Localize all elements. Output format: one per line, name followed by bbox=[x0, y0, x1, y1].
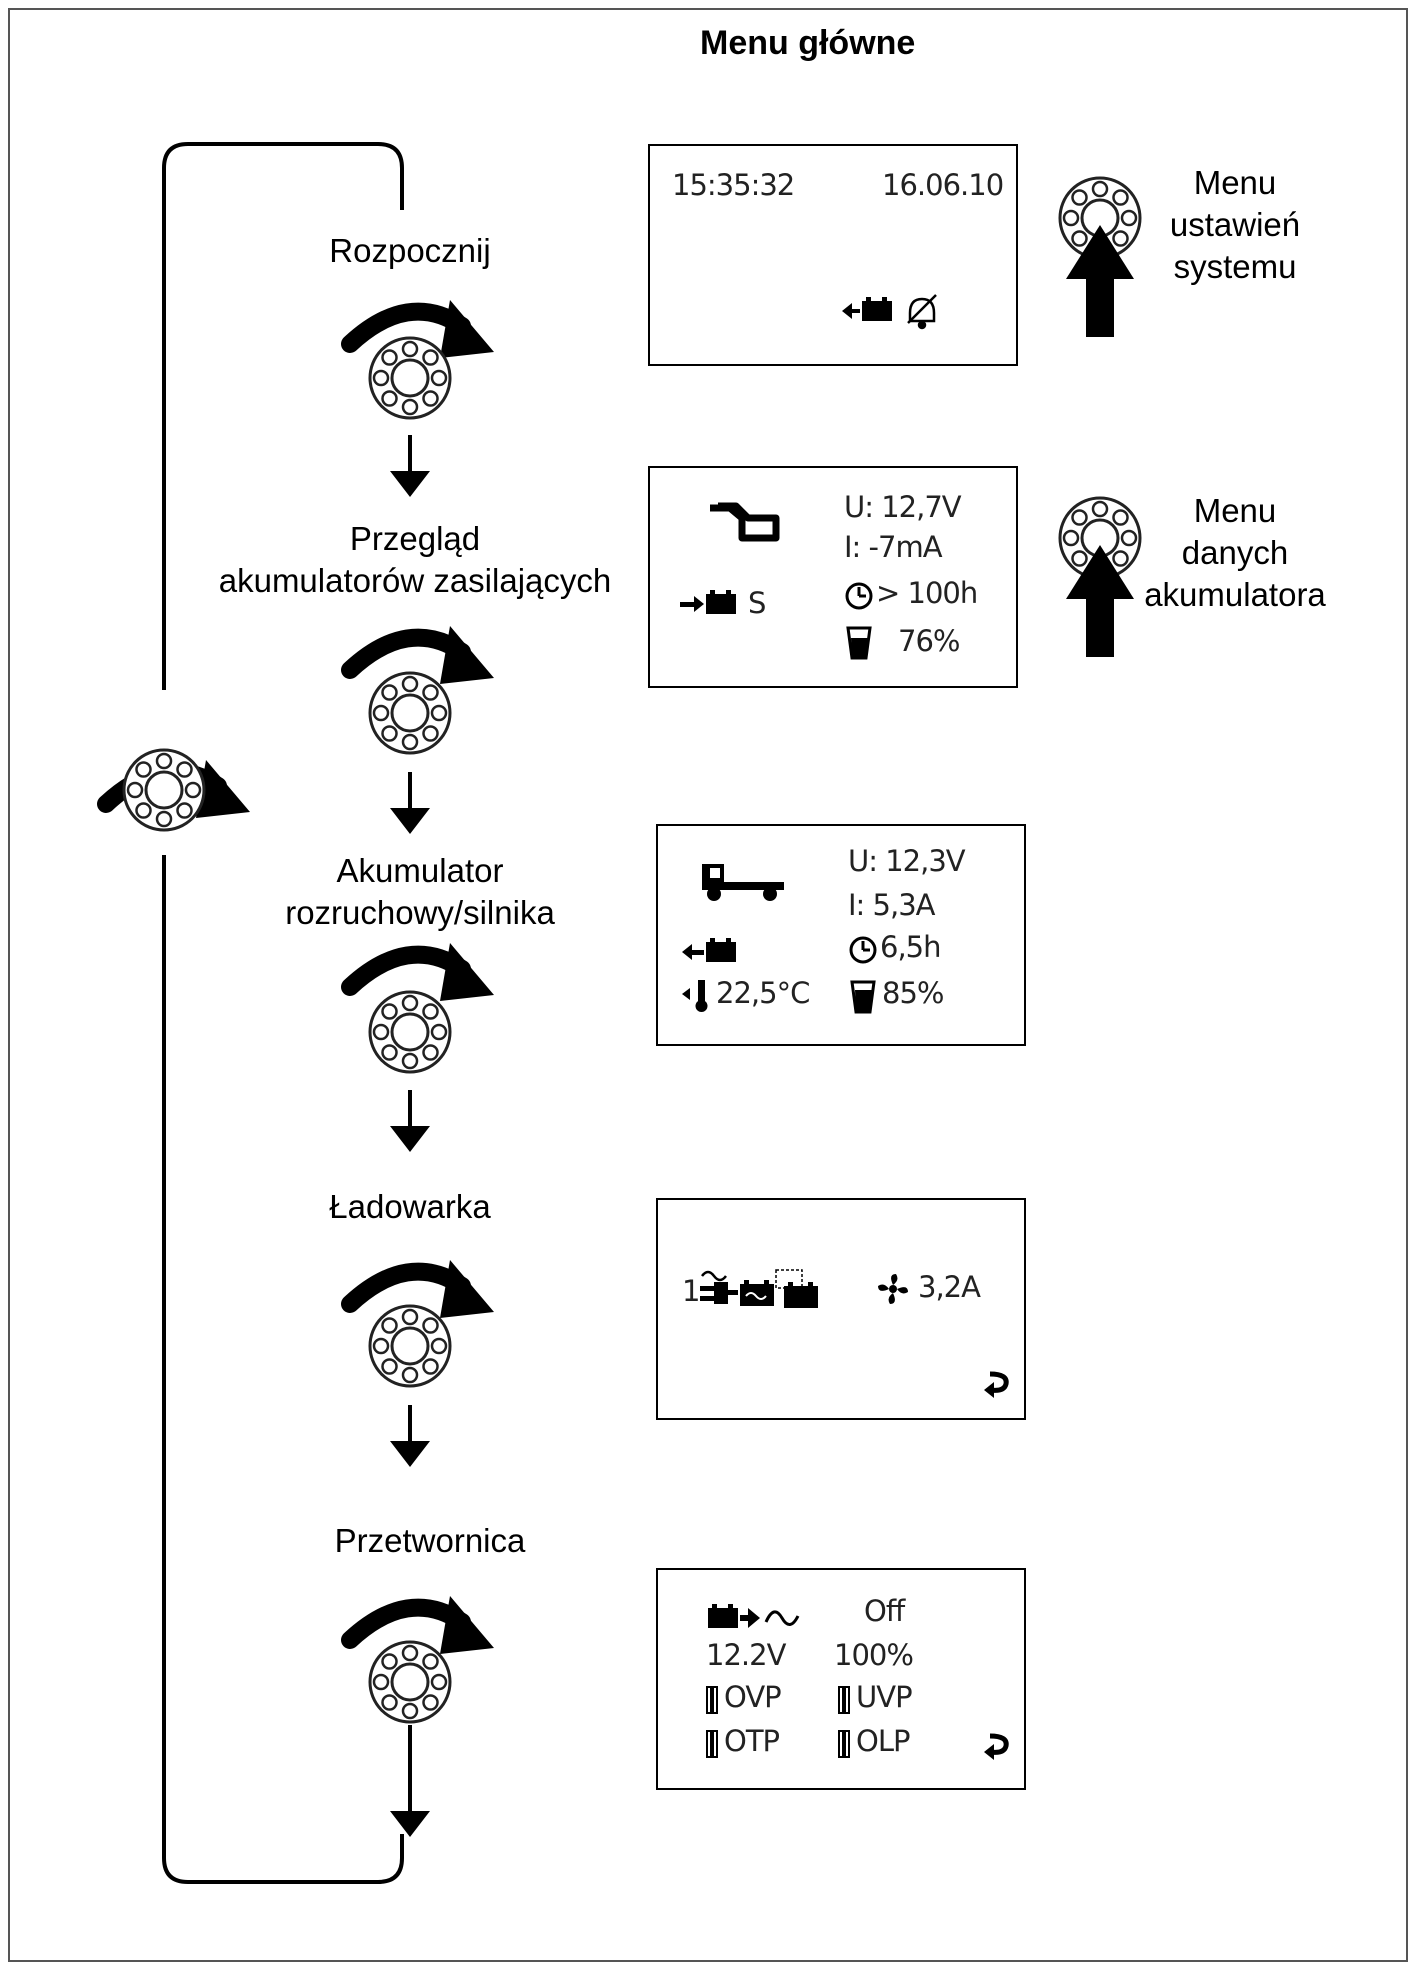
step-label-supply-line2: akumulatorów zasilających bbox=[218, 562, 612, 599]
lcd-battery-tag: S bbox=[748, 586, 766, 620]
lcd-current: I: 5,3A bbox=[848, 888, 935, 922]
battery-icon bbox=[708, 1604, 738, 1628]
lcd-time: 15:35:32 bbox=[672, 168, 795, 202]
lcd-starter-battery-screen bbox=[656, 824, 1026, 1046]
bell-off-icon bbox=[908, 295, 936, 328]
lcd-inverter-screen bbox=[656, 1568, 1026, 1790]
lcd-current: I: -7mA bbox=[844, 530, 942, 564]
battery-icon bbox=[776, 1270, 818, 1308]
system-settings-label-line1: Menu bbox=[1193, 164, 1277, 201]
step-label-inverter: Przetwornica bbox=[334, 1522, 526, 1559]
down-arrow-icon bbox=[390, 435, 430, 497]
rotary-knob-icon bbox=[370, 1642, 450, 1722]
battery-icon bbox=[682, 934, 752, 970]
lcd-flag-ovp: OVP bbox=[724, 1680, 781, 1714]
battery-icon bbox=[680, 586, 750, 622]
clock-icon bbox=[844, 580, 876, 612]
battery-data-label-line1: Menu bbox=[1193, 492, 1277, 529]
system-settings-label-line3: systemu bbox=[1173, 248, 1297, 285]
step-label-starter bbox=[250, 850, 590, 934]
rotary-knob-icon bbox=[370, 338, 450, 418]
inverter-icon bbox=[706, 1598, 816, 1638]
lcd-inverter-percent: 100% bbox=[834, 1638, 913, 1672]
page-title: Menu główne bbox=[700, 24, 916, 62]
down-arrow-icon bbox=[390, 1090, 430, 1152]
down-arrow-icon bbox=[390, 1405, 430, 1467]
lcd-flag-olp: OLP bbox=[856, 1724, 910, 1758]
charger-chain-icon bbox=[698, 1266, 838, 1316]
lcd-charger-index: 1 bbox=[682, 1274, 700, 1308]
rotary-knob-icon bbox=[370, 992, 450, 1072]
battery-icon bbox=[842, 297, 892, 321]
charge-level-icon bbox=[850, 980, 880, 1014]
thermometer-icon bbox=[682, 978, 714, 1014]
rotary-knob-icon bbox=[370, 1306, 450, 1386]
lcd-date: 16.06.10 bbox=[882, 168, 1004, 202]
rotary-knob-icon bbox=[124, 750, 204, 830]
lcd-charge-level: 85% bbox=[882, 976, 944, 1010]
lcd-flag-otp: OTP bbox=[724, 1724, 780, 1758]
battery-data-label-line2: danych bbox=[1181, 534, 1289, 571]
sine-wave-icon bbox=[766, 1612, 798, 1625]
plug-icon bbox=[700, 1272, 738, 1304]
down-arrow-icon bbox=[390, 1775, 430, 1837]
step-label-charger: Ładowarka bbox=[329, 1188, 491, 1225]
system-settings-label-line2: ustawień bbox=[1169, 206, 1301, 243]
lcd-charge-level: 76% bbox=[898, 624, 960, 658]
lcd-start-screen bbox=[648, 144, 1018, 366]
battery-icon bbox=[740, 1280, 774, 1306]
step-label-starter-line1: Akumulator bbox=[336, 852, 504, 889]
return-icon[interactable] bbox=[982, 1730, 1012, 1760]
step-label-starter-line2: rozruchowy/silnika bbox=[285, 894, 555, 931]
lcd-temperature: 22,5°C bbox=[716, 976, 810, 1010]
return-icon[interactable] bbox=[982, 1368, 1012, 1398]
system-settings-menu-label bbox=[1125, 162, 1345, 288]
lcd-inverter-voltage: 12.2V bbox=[706, 1638, 786, 1672]
battery-data-label-line3: akumulatora bbox=[1144, 576, 1326, 613]
flag-indicator bbox=[838, 1730, 850, 1758]
step-label-supply bbox=[190, 518, 640, 602]
charge-level-icon bbox=[846, 626, 876, 660]
flag-indicator bbox=[706, 1730, 718, 1758]
lcd-voltage: U: 12,7V bbox=[844, 490, 961, 524]
lcd-charger-screen bbox=[656, 1198, 1026, 1420]
lcd-flag-uvp: UVP bbox=[856, 1680, 912, 1714]
down-arrow-icon bbox=[390, 772, 430, 834]
lcd-voltage: U: 12,3V bbox=[848, 844, 965, 878]
status-icons bbox=[840, 291, 950, 331]
truck-icon bbox=[700, 856, 790, 906]
step-label-supply-line1: Przegląd bbox=[349, 520, 481, 557]
lcd-charger-current: 3,2A bbox=[918, 1270, 980, 1304]
lcd-supply-battery-screen bbox=[648, 466, 1018, 688]
step-label-start: Rozpocznij bbox=[329, 232, 491, 269]
loop-line-bottom bbox=[164, 855, 402, 1882]
flag-indicator bbox=[706, 1686, 718, 1714]
clock-icon bbox=[848, 934, 880, 966]
loop-line-top bbox=[164, 144, 402, 690]
rotary-knob-icon bbox=[370, 673, 450, 753]
faucet-icon bbox=[708, 494, 788, 544]
lcd-remaining-time: > 100h bbox=[876, 576, 978, 610]
lcd-inverter-state: Off bbox=[864, 1594, 905, 1628]
lcd-remaining-time: 6,5h bbox=[880, 930, 941, 964]
flag-indicator bbox=[838, 1686, 850, 1714]
fan-icon bbox=[876, 1272, 910, 1306]
battery-data-menu-label bbox=[1110, 490, 1360, 616]
